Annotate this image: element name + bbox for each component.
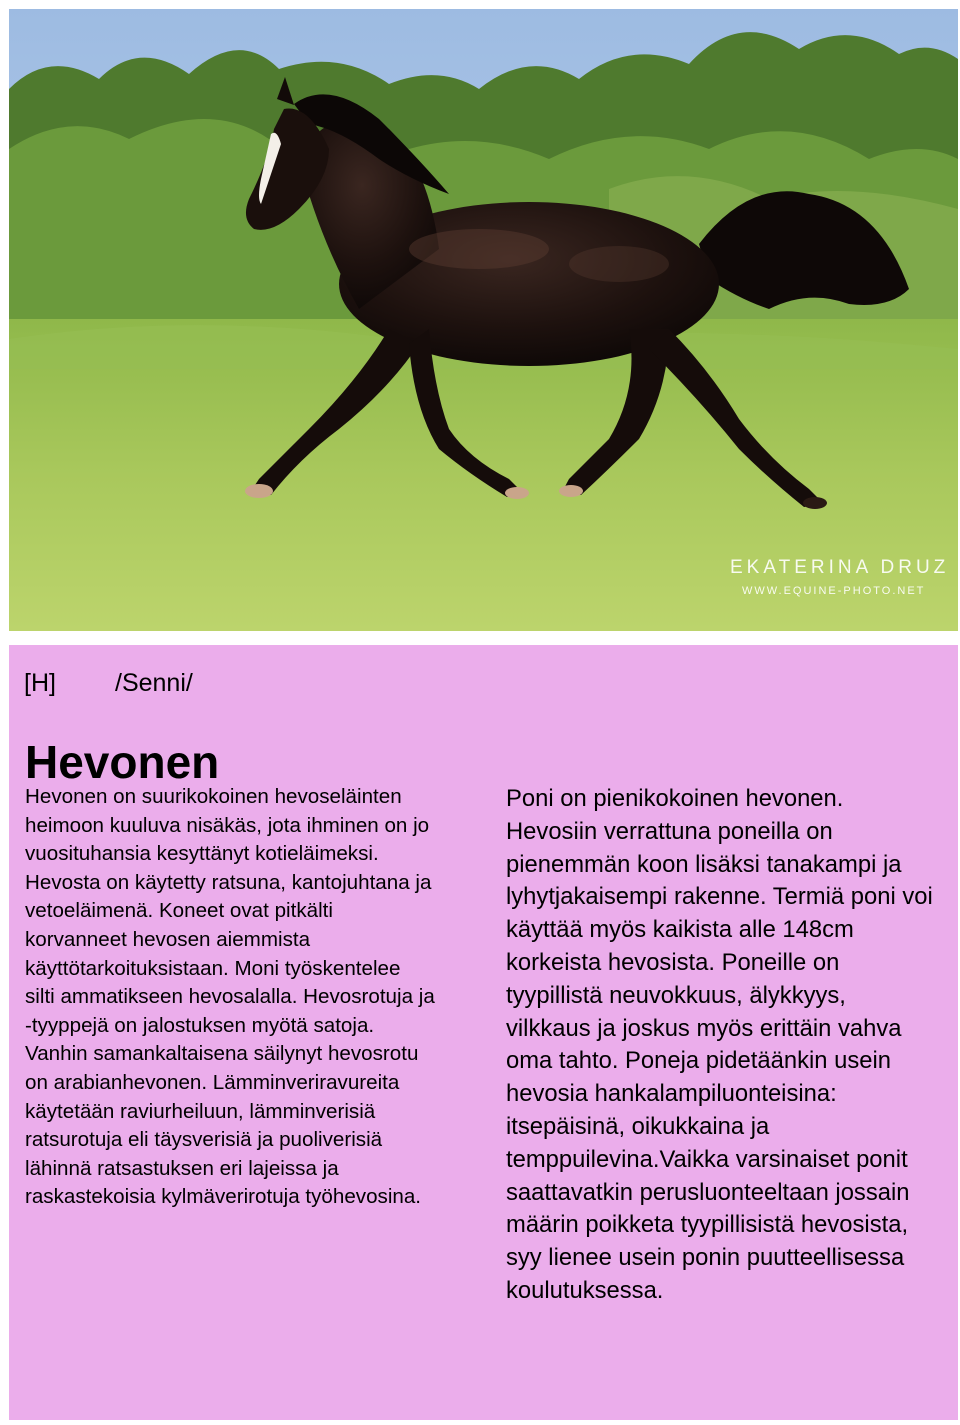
horse-photo bbox=[9, 9, 958, 631]
photo-watermark-url: WWW.EQUINE-PHOTO.NET bbox=[742, 585, 926, 597]
photo-watermark-name: EKATERINA DRUZ bbox=[730, 557, 950, 578]
pony-description: Poni on pienikokoinen hevonen. Hevosiin verrattuna poneilla on pienemmän koon lisäksi tanakampi ja lyhytjakaisempi rakenne. Termiä poni voi käyttää myös kaikista alle 148cm korkeista hevosista. Poneille on tyypillistä neuvokkuus, älykkyys, vilkkaus ja joskus myös erittäin vahva oma tahto. Poneja pidetäänkin usein hevosia hankalampiluonteisina: itsepäisinä, oikukkaina ja temppuilevina.Vaikka varsinaiset ponit saattavatkin perusluonteeltaan jossain määrin poikketa tyypillisistä hevosista, syy lienee usein ponin puutteellisessa koulutuksessa. bbox=[506, 785, 933, 1304]
author-name: /Senni/ bbox=[115, 669, 193, 697]
horse-illustration bbox=[9, 9, 958, 631]
horse-description: Hevonen on suurikokoinen hevoseläinten heimoon kuuluva nisäkäs, jota ihminen on jo vuosituhansia kesyttänyt kotieläimeksi. Hevosta on käytetty ratsuna, kantojuhtana ja vetoeläimenä. Koneet ovat pitkälti korvanneet hevosen aiemmista käyttötarkoituksistaan. Moni työskentelee silti ammatikseen hevosalalla. Hevosrotuja ja -tyyppejä on jalostuksen myötä satoja. Vanhin samankaltaisena säilynyt hevosrotu on arabianhevonen. Lämminveriravureita käytetään raviurheiluun, lämminverisiä ratsurotuja eli täysverisiä ja puoliverisiä lähinnä ratsastuksen eri lajeissa ja raskastekoisia kylmäverirotuja työhevosina. bbox=[25, 785, 435, 1209]
article-title: Hevonen bbox=[25, 736, 220, 788]
header-tag: [H] bbox=[24, 669, 56, 697]
